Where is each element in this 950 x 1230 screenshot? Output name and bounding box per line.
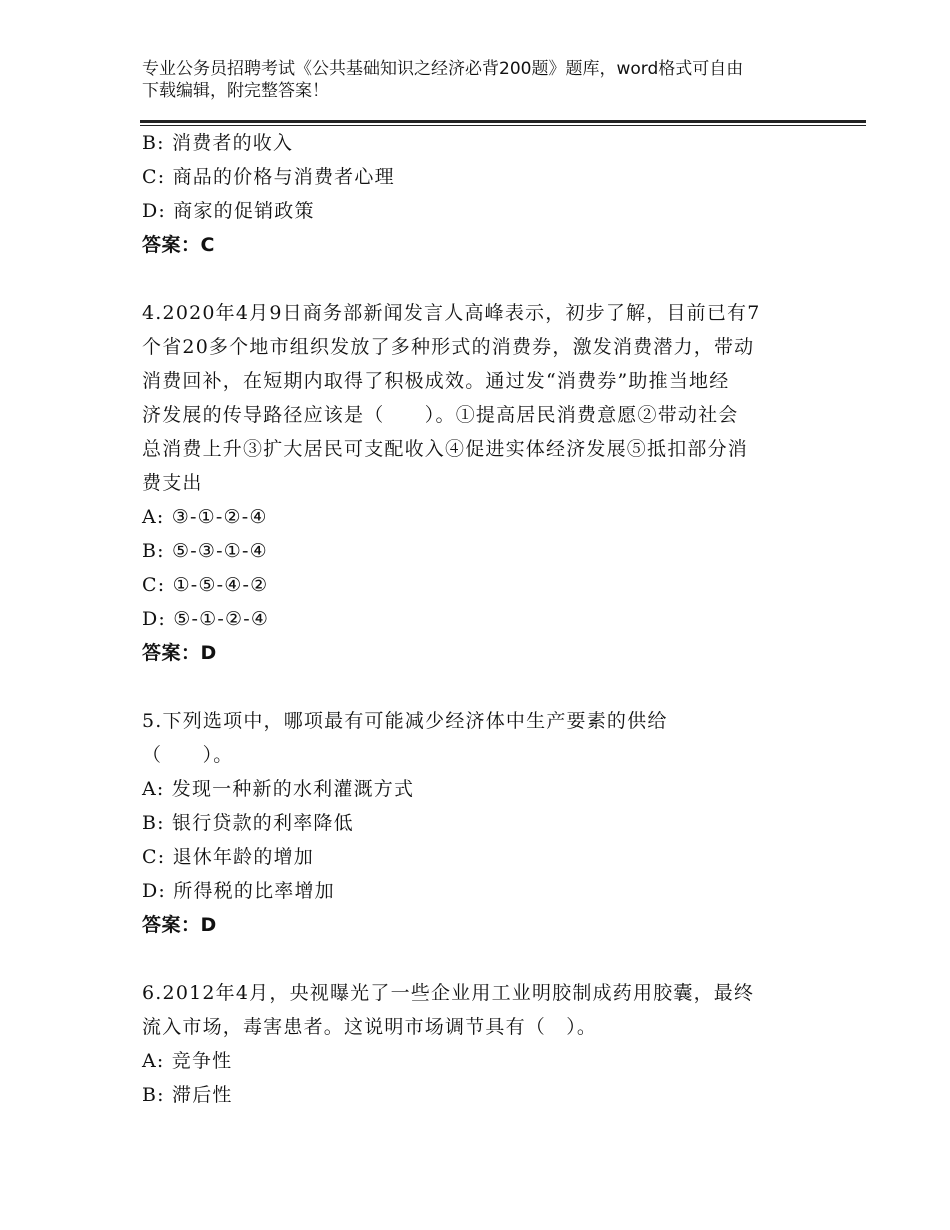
q4-option-d: D: ⑤-①-②-④ — [142, 608, 270, 630]
q5-option-b: B: 银行贷款的利率降低 — [142, 812, 354, 834]
spacer — [142, 670, 822, 704]
q5-answer: 答案：D — [142, 914, 217, 936]
question-6 — [142, 976, 822, 1112]
q5-stem-line: （ ）。 — [142, 744, 234, 766]
header-divider-thick — [140, 120, 866, 123]
document-body — [142, 126, 822, 1112]
q3-option-b: B: 消费者的收入 — [142, 132, 294, 154]
q5-stem-line: 5.下列选项中，哪项最有可能减少经济体中生产要素的供给 — [142, 710, 668, 732]
q4-stem-line: 个省20多个地市组织发放了多种形式的消费券，激发消费潜力，带动 — [142, 336, 755, 358]
spacer — [142, 262, 822, 296]
q6-stem-line: 6.2012年4月，央视曝光了一些企业用工业明胶制成药用胶囊，最终 — [142, 982, 755, 1004]
question-3-tail — [142, 126, 822, 262]
document-header — [142, 58, 822, 102]
spacer — [142, 942, 822, 976]
q5-option-a: A: 发现一种新的水利灌溉方式 — [142, 778, 415, 800]
q4-option-a: A: ③-①-②-④ — [142, 506, 268, 528]
q4-stem-line: 费支出 — [142, 472, 203, 494]
q4-stem-line: 消费回补，在短期内取得了积极成效。通过发“消费券”助推当地经 — [142, 370, 730, 392]
header-line-1: 专业公务员招聘考试《公共基础知识之经济必背200题》题库，word格式可自由 — [142, 59, 744, 79]
header-line-2: 下载编辑，附完整答案！ — [142, 81, 329, 101]
q4-option-b: B: ⑤-③-①-④ — [142, 540, 268, 562]
q6-option-b: B: 滞后性 — [142, 1084, 233, 1106]
q4-answer: 答案：D — [142, 642, 217, 664]
q3-option-c: C: 商品的价格与消费者心理 — [142, 166, 395, 188]
q3-answer: 答案：C — [142, 234, 215, 256]
q5-option-d: D: 所得税的比率增加 — [142, 880, 335, 902]
q4-stem-line: 总消费上升③扩大居民可支配收入④促进实体经济发展⑤抵扣部分消 — [142, 438, 749, 460]
question-5 — [142, 704, 822, 942]
q5-option-c: C: 退休年龄的增加 — [142, 846, 314, 868]
q4-stem-line: 济发展的传导路径应该是（ ）。①提高居民消费意愿②带动社会 — [142, 404, 739, 426]
question-4 — [142, 296, 822, 670]
q3-option-d: D: 商家的促销政策 — [142, 200, 315, 222]
q6-stem-line: 流入市场，毒害患者。这说明市场调节具有（ ）。 — [142, 1016, 598, 1038]
q4-option-c: C: ①-⑤-④-② — [142, 574, 269, 596]
q6-option-a: A: 竞争性 — [142, 1050, 233, 1072]
q4-stem-line: 4.2020年4月9日商务部新闻发言人高峰表示，初步了解，目前已有7 — [142, 302, 761, 324]
